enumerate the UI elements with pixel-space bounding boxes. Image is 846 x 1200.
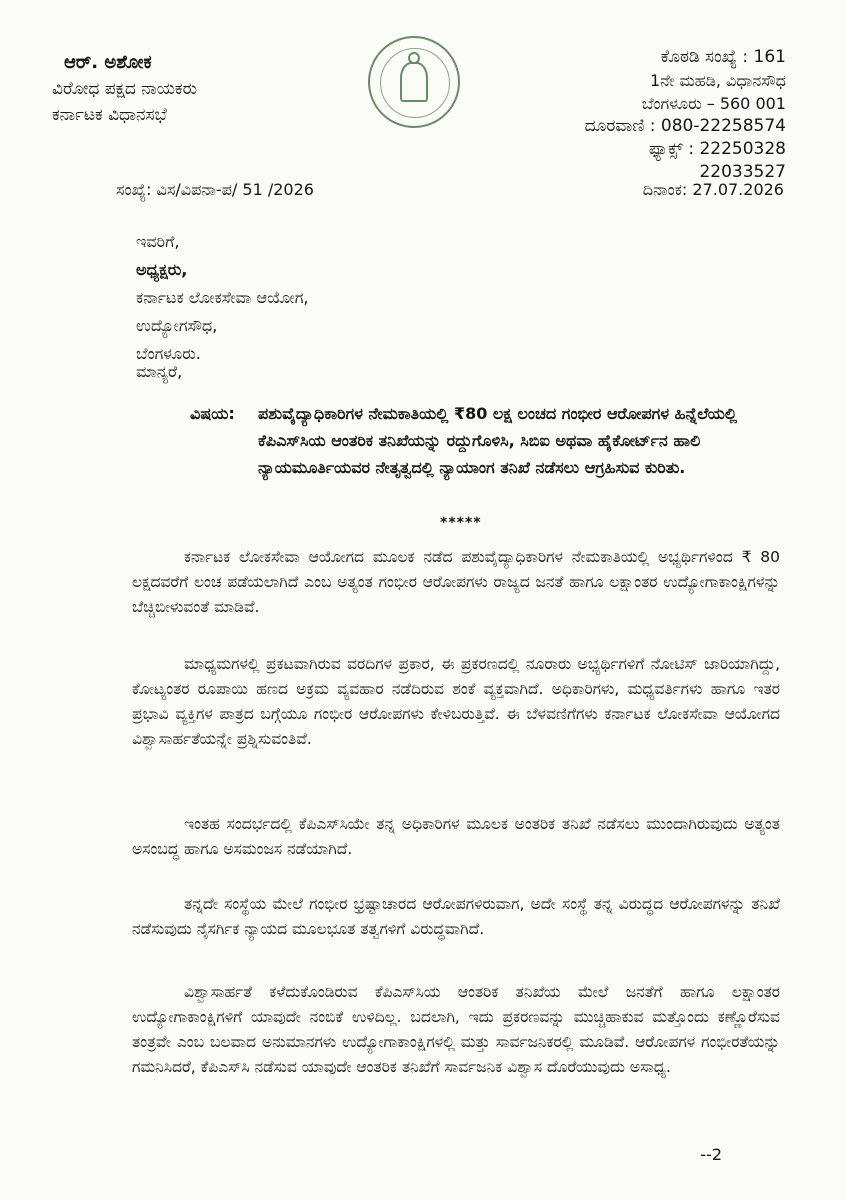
city-line: ಬೆಂಗಳೂರು – 560 001 (641, 94, 786, 113)
recipient-designation: ಅಧ್ಯಕ್ಷರು, (136, 260, 188, 279)
recipient-building: ಉದ್ಯೋಗಸೌಧ, (136, 316, 218, 335)
recipient-to: ಇವರಿಗೆ, (136, 232, 180, 251)
fax-line-2: 22033527 (699, 162, 786, 182)
greeting: ಮಾನ್ಯರೆ, (136, 362, 183, 381)
floor-line: 1ನೇ ಮಹಡಿ, ವಿಧಾನಸೌಧ (650, 71, 786, 90)
subject-block (190, 400, 790, 481)
reference-number: ಸಂಖ್ಯೆ: ವಿಸ/ವಿಪನಾ-ಪ/ 51 /2026 (116, 180, 314, 199)
paragraph-5: ವಿಶ್ವಾಸಾರ್ಹತೆ ಕಳೆದುಕೊಂಡಿರುವ ಕೆಪಿಎಸ್‌ಸಿಯ ಆಂತರಿಕ ತನಿಖೆಯ ಮೇಲೆ ಜನತೆಗೆ ಹಾಗೂ ಲಕ್ಷಾಂತರ ಉದ್ಯೋಗಾಕಾಂಕ್ಷಿಗಳಿಗೆ ಯಾವುದೇ ನಂಬಿಕೆ ಉಳಿದಿಲ್ಲ. ಬದಲಾಗಿ, ಇದು ಪ್ರಕರಣವನ್ನು ಮುಚ್ಚಿಹಾಕುವ ಮತ್ತೊಂದು ಕಣ್ಣೊರೆಸುವ ತಂತ್ರವೇ ಎಂಬ ಬಲವಾದ ಅನುಮಾನಗಳು ಉದ್ಯೋಗಾಕಾಂಕ್ಷಿಗಳಲ್ಲಿ ಮತ್ತು ಸಾರ್ವಜನಿಕರಲ್ಲಿ ಮೂಡಿವೆ. ಆರೋಪಗಳ ಗಂಭೀರತೆಯನ್ನು ಗಮನಿಸಿದರೆ, ಕೆಪಿಎಸ್‌ಸಿ ನಡೆಸುವ ಯಾವುದೇ ಆಂತರಿಕ ತನಿಖೆಗೆ ಸಾರ್ವಜನಿಕ ವಿಶ್ವಾಸ ದೊರೆಯುವುದು ಅಸಾಧ್ಯ. (132, 983, 780, 1076)
room-number: ಕೊಠಡಿ ಸಂಖ್ಯೆ : 161 (660, 47, 786, 67)
seal-figure-icon (400, 62, 428, 102)
letter-date: ದಿನಾಂಕ: 27.07.2026 (642, 180, 784, 199)
sender-name: ಆರ್. ಅಶೋಕ (64, 52, 152, 73)
fax-line: ಫ್ಯಾಕ್ಸ್ : 22250328 (648, 139, 786, 159)
sender-title: ವಿರೋಧ ಪಕ್ಷದ ನಾಯಕರು (52, 79, 197, 99)
phone-line: ದೂರವಾಣಿ : 080-22258574 (584, 116, 786, 136)
subject-label: ವಿಷಯ: (190, 404, 235, 423)
recipient-city: ಬೆಂಗಳೂರು. (136, 344, 201, 363)
paragraph-1: ಕರ್ನಾಟಕ ಲೋಕಸೇವಾ ಆಯೋಗದ ಮೂಲಕ ನಡೆದ ಪಶುವೈದ್ಯಾಧಿಕಾರಿಗಳ ನೇಮಕಾತಿಯಲ್ಲಿ ಅಭ್ಯರ್ಥಿಗಳಿಂದ ₹ 80 ಲಕ್ಷದವರೆಗೆ ಲಂಚ ಪಡೆಯಲಾಗಿದೆ ಎಂಬ ಅತ್ಯಂತ ಗಂಭೀರ ಆರೋಪಗಳು ರಾಜ್ಯದ ಜನತೆ ಹಾಗೂ ಲಕ್ಷಾಂತರ ಉದ್ಯೋಗಾಕಾಂಕ್ಷಿಗಳನ್ನು ಬೆಚ್ಚಿಬೀಳುವಂತೆ ಮಾಡಿವೆ. (132, 548, 780, 616)
sender-house: ಕರ್ನಾಟಕ ವಿಧಾನಸಭೆ (52, 105, 167, 125)
recipient-office: ಕರ್ನಾಟಕ ಲೋಕಸೇವಾ ಆಯೋಗ, (136, 288, 309, 307)
page-number: --2 (700, 1145, 722, 1164)
office-address-block (585, 46, 786, 184)
recipient-block (136, 228, 309, 368)
sender-block (52, 50, 197, 128)
paragraph-2: ಮಾಧ್ಯಮಗಳಲ್ಲಿ ಪ್ರಕಟವಾಗಿರುವ ವರದಿಗಳ ಪ್ರಕಾರ, ಈ ಪ್ರಕರಣದಲ್ಲಿ ನೂರಾರು ಅಭ್ಯರ್ಥಿಗಳಿಗೆ ನೋಟಿಸ್ ಜಾರಿಯಾಗಿದ್ದು, ಕೋಟ್ಯಂತರ ರೂಪಾಯಿ ಹಣದ ಅಕ್ರಮ ವ್ಯವಹಾರ ನಡೆದಿರುವ ಶಂಕೆ ವ್ಯಕ್ತವಾಗಿದೆ. ಅಧಿಕಾರಿಗಳು, ಮಧ್ಯವರ್ತಿಗಳು ಹಾಗೂ ಇತರ ಪ್ರಭಾವಿ ವ್ಯಕ್ತಿಗಳ ಪಾತ್ರದ ಬಗ್ಗೆಯೂ ಗಂಭೀರ ಆರೋಪಗಳು ಕೇಳಿಬರುತ್ತಿವೆ. ಈ ಬೆಳವಣಿಗೆಗಳು ಕರ್ನಾಟಕ ಲೋಕಸೇವಾ ಆಯೋಗದ ವಿಶ್ವಾಸಾರ್ಹತೆಯನ್ನೇ ಪ್ರಶ್ನಿಸುವಂತಿವೆ. (132, 655, 780, 748)
subject-text: ಪಶುವೈದ್ಯಾಧಿಕಾರಿಗಳ ನೇಮಕಾತಿಯಲ್ಲಿ ₹80 ಲಕ್ಷ ಲಂಚದ ಗಂಭೀರ ಆರೋಪಗಳ ಹಿನ್ನೆಲೆಯಲ್ಲಿ ಕೆಪಿಎಸ್‌ಸಿಯ ಆಂತರಿಕ ತನಿಖೆಯನ್ನು ರದ್ದುಗೊಳಿಸಿ, ಸಿಬಿಐ ಅಥವಾ ಹೈಕೋರ್ಟ್‌ನ ಹಾಲಿ ನ್ಯಾಯಮೂರ್ತಿಯವರ ನೇತೃತ್ವದಲ್ಲಿ ನ್ಯಾಯಾಂಗ ತನಿಖೆ ನಡೆಸಲು ಆಗ್ರಹಿಸುವ ಕುರಿತು. (258, 404, 738, 477)
paragraph-4: ತನ್ನದೇ ಸಂಸ್ಥೆಯ ಮೇಲೆ ಗಂಭೀರ ಭ್ರಷ್ಟಾಚಾರದ ಆರೋಪಗಳಿರುವಾಗ, ಅದೇ ಸಂಸ್ಥೆ ತನ್ನ ವಿರುದ್ಧದ ಆರೋಪಗಳನ್ನು ತನಿಖೆ ನಡೆಸುವುದು ನೈಸರ್ಗಿಕ ನ್ಯಾಯದ ಮೂಲಭೂತ ತತ್ವಗಳಿಗೆ ವಿರುದ್ಧವಾಗಿದೆ. (132, 895, 780, 938)
state-emblem-seal (368, 36, 460, 128)
separator: ***** (440, 515, 482, 531)
paragraph-3: ಇಂತಹ ಸಂದರ್ಭದಲ್ಲಿ ಕೆಪಿಎಸ್‌ಸಿಯೇ ತನ್ನ ಅಧಿಕಾರಿಗಳ ಮೂಲಕ ಅಂತರಿಕ ತನಿಖೆ ನಡೆಸಲು ಮುಂದಾಗಿರುವುದು ಅತ್ಯಂತ ಅಸಂಬದ್ಧ ಹಾಗೂ ಅಸಮಂಜಸ ನಡೆಯಾಗಿದೆ. (132, 815, 780, 858)
